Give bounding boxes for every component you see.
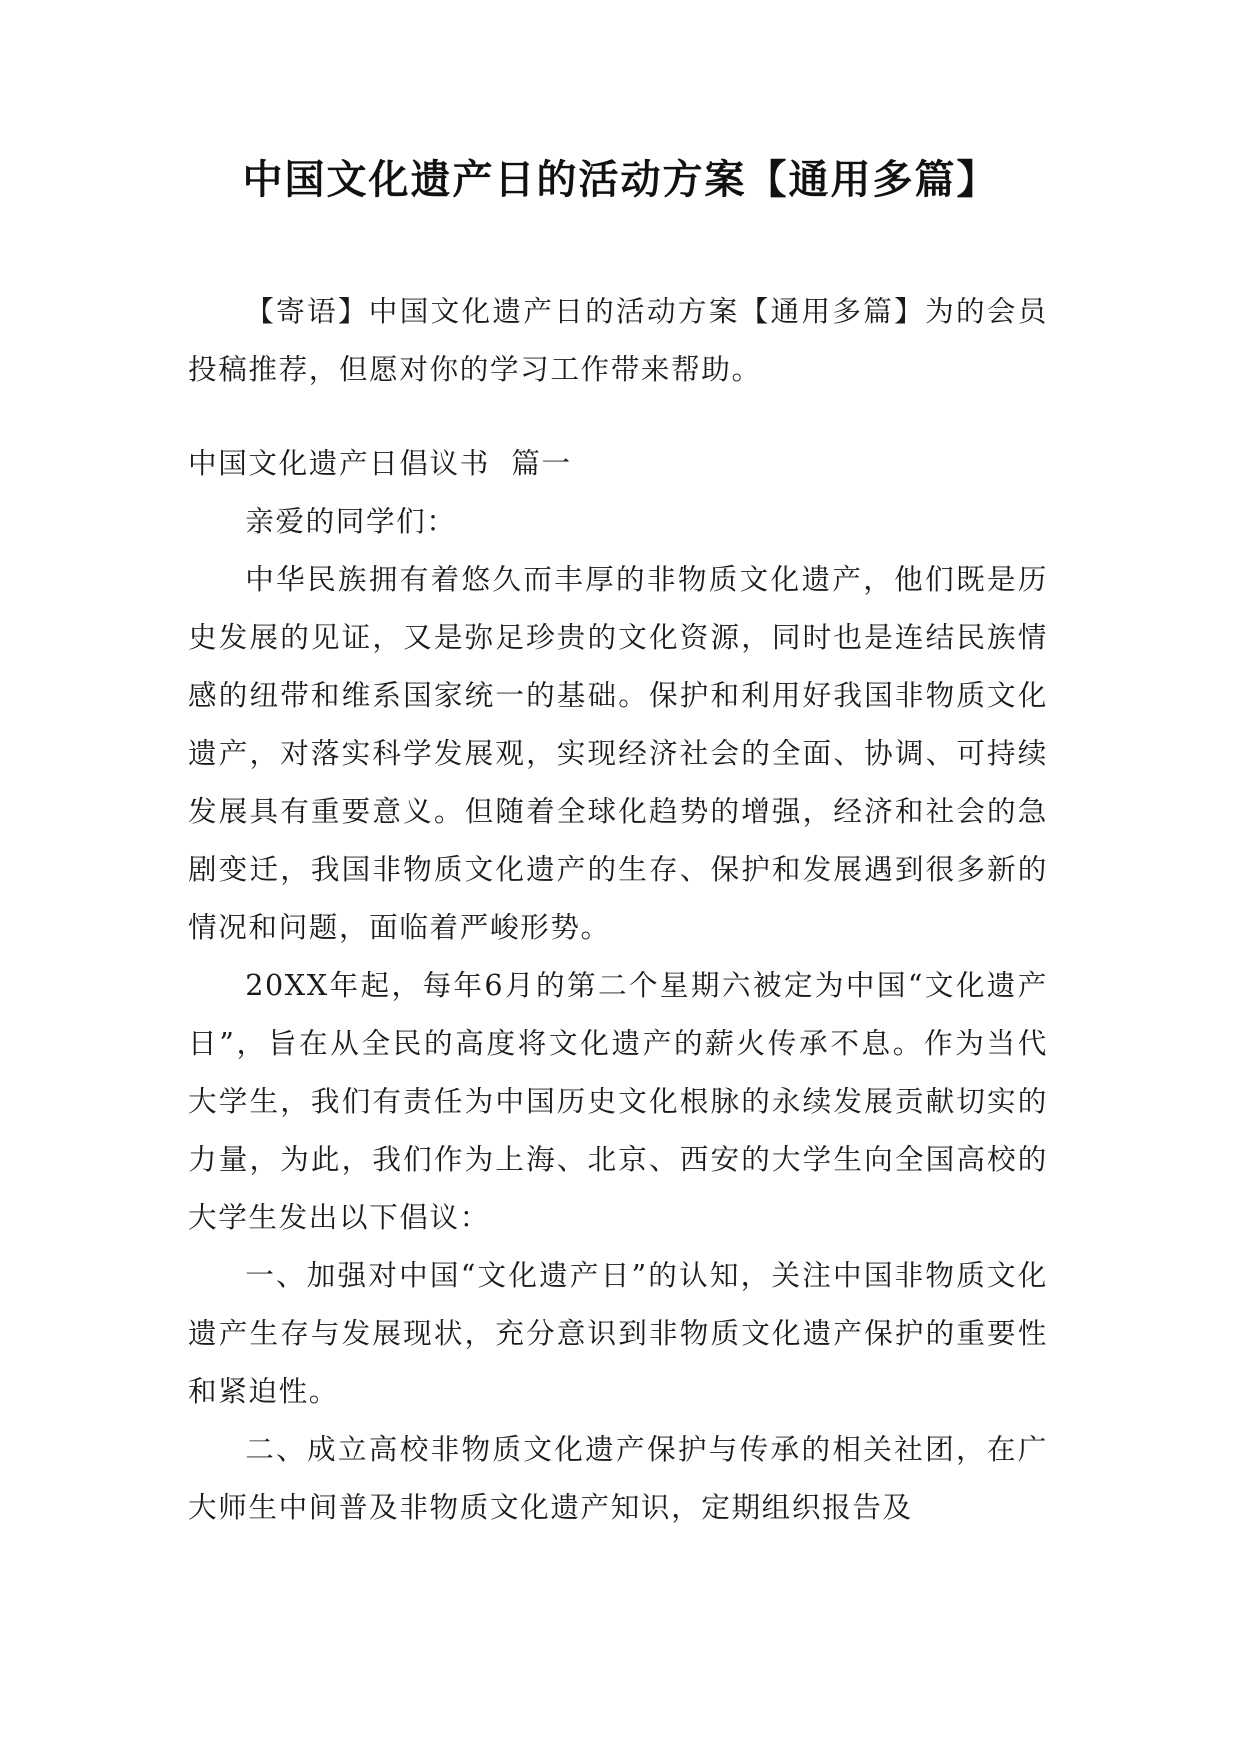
body-paragraph: 二、成立高校非物质文化遗产保护与传承的相关社团，在广大师生中间普及非物质文化遗产知识，定期组织报告及 xyxy=(188,1432,1048,1524)
intro-paragraph: 【寄语】中国文化遗产日的活动方案【通用多篇】为的会员投稿推荐，但愿对你的学习工作带来帮助。 xyxy=(188,294,1048,386)
paragraph-gap xyxy=(188,398,1048,434)
document-body xyxy=(188,282,1048,1536)
greeting: 亲爱的同学们： xyxy=(245,504,457,538)
body-paragraph: 20XX年起，每年6月的第二个星期六被定为中国“文化遗产日”，旨在从全民的高度将文化遗产的薪火传承不息。作为当代大学生，我们有责任为中国历史文化根脉的永续发展贡献切实的力量，为此，我们作为上海、北京、西安的大学生向全国高校的大学生发出以下倡议： xyxy=(188,968,1048,1234)
document-title: 中国文化遗产日的活动方案【通用多篇】 xyxy=(242,157,999,203)
section-heading: 中国文化遗产日倡议书 篇一 xyxy=(188,446,572,480)
body-paragraph: 一、加强对中国“文化遗产日”的认知，关注中国非物质文化遗产生存与发展现状，充分意识到非物质文化遗产保护的重要性和紧迫性。 xyxy=(188,1258,1048,1408)
body-paragraph: 中华民族拥有着悠久而丰厚的非物质文化遗产，他们既是历史发展的见证，又是弥足珍贵的文化资源，同时也是连结民族情感的纽带和维系国家统一的基础。保护和利用好我国非物质文化遗产，对落实科学发展观，实现经济社会的全面、协调、可持续发展具有重要意义。但随着全球化趋势的增强，经济和社会的急剧变迁，我国非物质文化遗产的生存、保护和发展遇到很多新的情况和问题，面临着严峻形势。 xyxy=(188,562,1048,944)
